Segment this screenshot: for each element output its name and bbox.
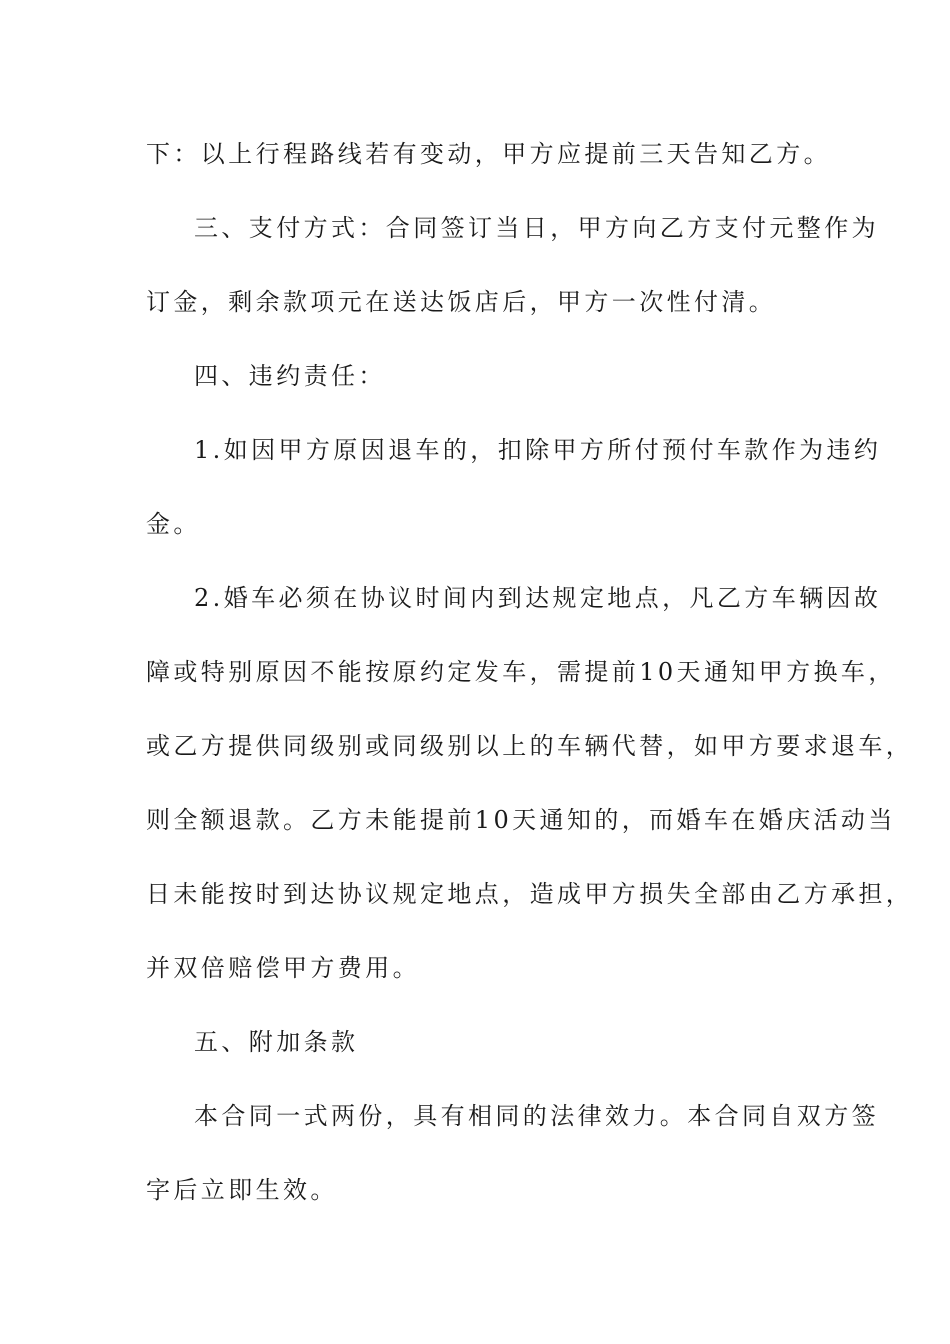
clause-4-heading: 四、违约责任： xyxy=(194,362,386,390)
text-line-6: 金。 xyxy=(146,510,201,538)
item-1-line: 1.如因甲方原因退车的，扣除甲方所付预付车款作为违约 xyxy=(194,436,882,464)
item-2-line: 2.婚车必须在协议时间内到达规定地点，凡乙方车辆因故 xyxy=(194,584,882,612)
text-line-12: 并双倍赔偿甲方费用。 xyxy=(146,954,420,982)
text-line-8: 障或特别原因不能按原约定发车，需提前10天通知甲方换车， xyxy=(146,658,896,686)
text-line-14: 本合同一式两份，具有相同的法律效力。本合同自双方签 xyxy=(194,1102,879,1130)
text-line-15: 字后立即生效。 xyxy=(146,1176,338,1204)
text-line-10: 则全额退款。乙方未能提前10天通知的，而婚车在婚庆活动当 xyxy=(146,806,896,834)
clause-5-heading: 五、附加条款 xyxy=(194,1028,359,1056)
text-line-9: 或乙方提供同级别或同级别以上的车辆代替，如甲方要求退车， xyxy=(146,732,914,760)
text-line-1: 下：以上行程路线若有变动，甲方应提前三天告知乙方。 xyxy=(146,140,831,168)
text-line-3: 订金，剩余款项元在送达饭店后，甲方一次性付清。 xyxy=(146,288,777,316)
clause-3-heading-line: 三、支付方式：合同签订当日，甲方向乙方支付元整作为 xyxy=(194,214,879,242)
text-line-11: 日未能按时到达协议规定地点，造成甲方损失全部由乙方承担， xyxy=(146,880,914,908)
